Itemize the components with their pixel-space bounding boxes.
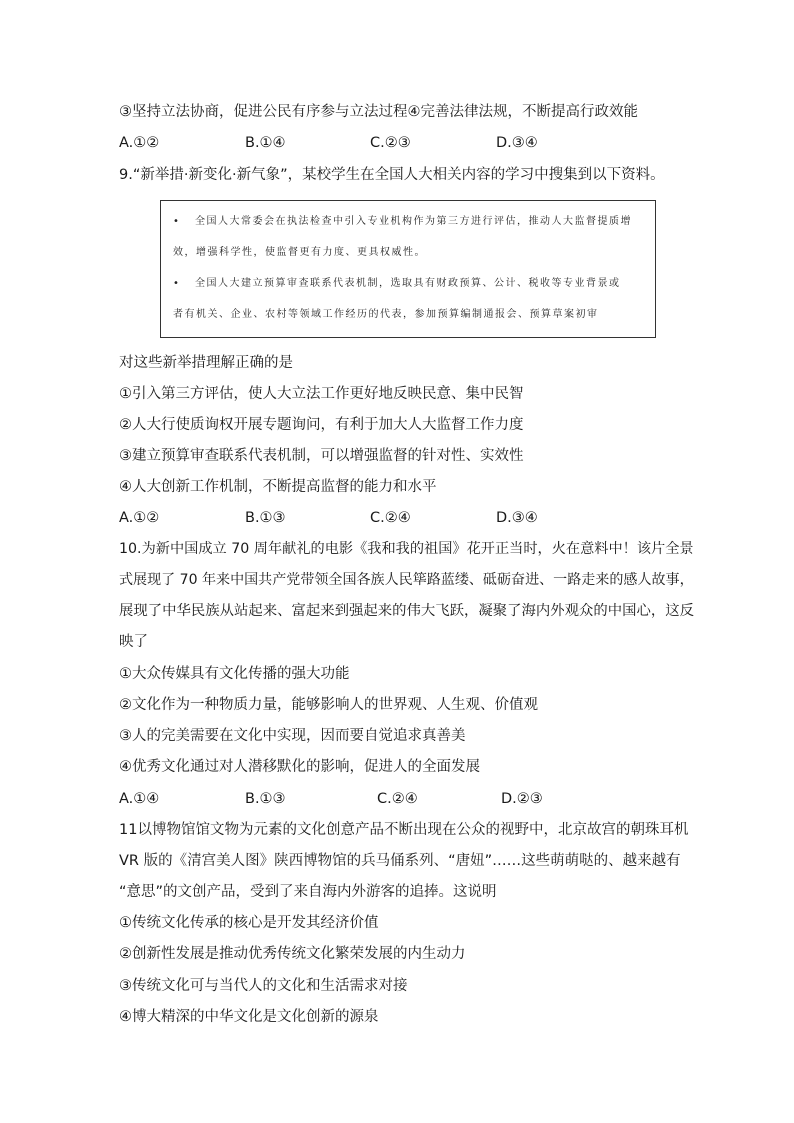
- q8-option-b[interactable]: B.①④: [245, 135, 286, 151]
- q9-option-a[interactable]: A.①②: [119, 510, 160, 526]
- q11-item-2: ②创新性发展是推动优秀传统文化繁荣发展的内生动力: [119, 946, 466, 962]
- q11-item-1: ①传统文化传承的核心是开发其经济价值: [119, 915, 379, 931]
- q11-item-3: ③传统文化可与当代人的文化和生活需求对接: [119, 978, 408, 994]
- q10-stem-line2: 式展现了 70 年来中国共产党带领全国各族人民筚路蓝缕、砥砺奋进、一路走来的感人故事，: [119, 572, 694, 588]
- q9-question: 对这些新举措理解正确的是: [119, 355, 293, 371]
- q8-option-d[interactable]: D.③④: [496, 135, 538, 151]
- q8-option-c[interactable]: C.②③: [370, 135, 411, 151]
- q9-box-para2-line2: 者有机关、企业、农村等领域工作经历的代表，参加预算编制通报会、预算草案初审: [173, 309, 599, 320]
- q9-option-d[interactable]: D.③④: [496, 510, 538, 526]
- q10-item-1: ①大众传媒具有文化传播的强大功能: [119, 666, 350, 682]
- q9-box-para1-line1: • 全国人大常委会在执法检查中引入专业机构作为第三方进行评估，推动人大监督提质增: [173, 216, 632, 227]
- q10-option-c[interactable]: C.②④: [377, 791, 418, 807]
- q11-item-4: ④博大精深的中华文化是文化创新的源泉: [119, 1009, 379, 1025]
- q11-stem-line2: VR 版的《清宫美人图》陕西博物馆的兵马俑系列、“唐妞”……这些萌萌哒的、越来越有: [119, 853, 681, 869]
- q11-stem-line3: “意思”的文创产品，受到了来自海内外游客的追捧。这说明: [119, 884, 497, 900]
- q9-item-2: ②人大行使质询权开展专题询问，有利于加大人大监督工作力度: [119, 417, 524, 433]
- q10-item-2: ②文化作为一种物质力量，能够影响人的世界观、人生观、价值观: [119, 697, 538, 713]
- q9-material-box: [160, 200, 656, 338]
- q10-item-3: ③人的完美需要在文化中实现，因而要自觉追求真善美: [119, 728, 466, 744]
- q10-option-d[interactable]: D.②③: [501, 791, 543, 807]
- bullet-icon: •: [173, 216, 181, 227]
- q10-option-a[interactable]: A.①④: [119, 791, 160, 807]
- bullet-icon: •: [173, 278, 181, 289]
- q9-item-3: ③建立预算审查联系代表机制，可以增强监督的针对性、实效性: [119, 448, 524, 464]
- q9-option-b[interactable]: B.①③: [245, 510, 286, 526]
- q9-stem: 9.“新举措·新变化·新气象”，某校学生在全国人大相关内容的学习中搜集到以下资料。: [119, 167, 665, 183]
- q10-stem-line1: 10.为新中国成立 70 周年献礼的电影《我和我的祖国》花开正当时，火在意料中！该片全景: [119, 541, 694, 557]
- q8-item-line: ③坚持立法协商，促进公民有序参与立法过程④完善法律法规，不断提高行政效能: [119, 104, 638, 120]
- q9-option-c[interactable]: C.②④: [370, 510, 411, 526]
- q8-option-a[interactable]: A.①②: [119, 135, 160, 151]
- q10-option-b[interactable]: B.①③: [245, 791, 286, 807]
- q10-stem-line3: 展现了中华民族从站起来、富起来到强起来的伟大飞跃，凝聚了海内外观众的中国心，这反: [119, 603, 694, 619]
- q10-stem-line4: 映了: [119, 634, 148, 650]
- q11-stem-line1: 11以博物馆馆文物为元素的文化创意产品不断出现在公众的视野中，北京故宫的朝珠耳机: [119, 822, 689, 838]
- q9-item-4: ④人大创新工作机制，不断提高监督的能力和水平: [119, 479, 437, 495]
- q9-box-para1-line2: 效，增强科学性，使监督更有力度、更具权威性。: [173, 247, 426, 258]
- q9-item-1: ①引入第三方评估，使人大立法工作更好地反映民意、集中民智: [119, 386, 524, 402]
- q10-item-4: ④优秀文化通过对人潜移默化的影响，促进人的全面发展: [119, 759, 480, 775]
- q9-box-para2-line1: • 全国人大建立预算审查联系代表机制，选取具有财政预算、公计、税收等专业背景或: [173, 278, 621, 289]
